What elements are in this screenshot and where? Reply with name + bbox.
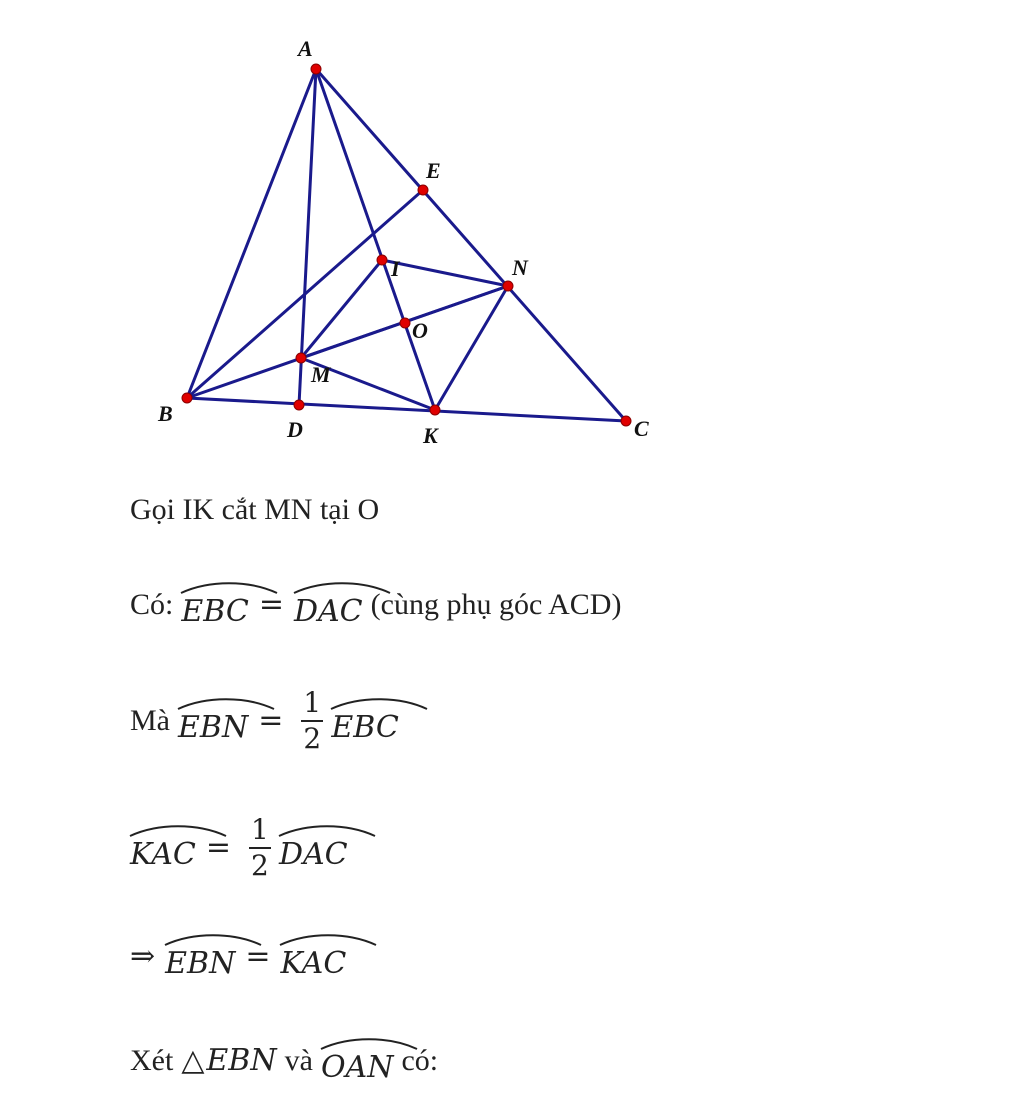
- point-label-c: C: [634, 416, 649, 441]
- point-n: [503, 281, 513, 291]
- text-line-6: [130, 1036, 438, 1086]
- segment-ak: [316, 69, 435, 410]
- angle-hat-icon: [292, 580, 392, 594]
- segment-bc: [187, 398, 626, 421]
- angle-ebn: EBN: [178, 696, 248, 746]
- point-label-m: M: [311, 362, 331, 387]
- point-o: [400, 318, 410, 328]
- equals-sign: =: [258, 703, 284, 738]
- angle-hat-icon: [277, 823, 377, 837]
- text-line-1: [130, 492, 379, 528]
- fraction-denominator: 2: [303, 722, 322, 755]
- segments-layer: [187, 69, 626, 421]
- point-a: [311, 64, 321, 74]
- segment-ab: [187, 69, 316, 398]
- line6-suffix: có:: [401, 1044, 439, 1077]
- angle-hat-icon: [278, 932, 378, 946]
- angle-hat-icon: [163, 932, 263, 946]
- point-label-i: I: [391, 256, 400, 281]
- fraction-one-half: [249, 815, 271, 881]
- fraction-one-half: [301, 688, 323, 754]
- fraction-numerator: 1: [303, 686, 322, 719]
- fraction-numerator: 1: [251, 813, 269, 846]
- angle-hat-icon: [179, 580, 279, 594]
- angle-hat-icon: [128, 823, 228, 837]
- angle-kac: KAC: [130, 823, 196, 873]
- line6-prefix: Xét: [130, 1044, 174, 1077]
- point-label-d: D: [287, 417, 303, 442]
- point-k: [430, 405, 440, 415]
- line2-suffix: (cùng phụ góc ACD): [370, 588, 622, 621]
- text-line-4: [130, 815, 348, 881]
- implies-arrow: ⇒: [130, 939, 156, 974]
- point-e: [418, 185, 428, 195]
- equals-sign: =: [258, 587, 284, 622]
- point-d: [294, 400, 304, 410]
- angle-kac: KAC: [280, 932, 346, 982]
- triangle-name: EBN: [206, 1043, 277, 1078]
- angle-ebc: EBC: [181, 580, 248, 630]
- geometry-figure: [0, 0, 1024, 470]
- fraction-denominator: 2: [251, 849, 269, 882]
- point-i: [377, 255, 387, 265]
- point-label-o: O: [412, 318, 428, 343]
- angle-hat-icon: [176, 696, 276, 710]
- intersection-statement: Gọi IK cắt MN tại O: [130, 493, 380, 526]
- labels-layer: [157, 36, 649, 448]
- line2-prefix: Có:: [130, 588, 174, 621]
- line6-and: và: [284, 1044, 313, 1077]
- point-label-a: A: [298, 36, 313, 61]
- angle-hat-icon: [319, 1036, 419, 1050]
- points-layer: [182, 64, 631, 426]
- point-label-n: N: [512, 255, 528, 280]
- angle-ebc: EBC: [331, 696, 398, 746]
- point-b: [182, 393, 192, 403]
- triangle-symbol: △: [181, 1043, 205, 1078]
- equals-sign: =: [205, 830, 231, 865]
- line3-prefix: Mà: [130, 704, 170, 737]
- angle-dac: DAC: [279, 823, 348, 873]
- segment-nk: [435, 286, 508, 410]
- text-line-3: [130, 688, 399, 754]
- point-c: [621, 416, 631, 426]
- point-label-b: B: [158, 401, 173, 426]
- angle-ebn: EBN: [165, 932, 235, 982]
- angle-dac: DAC: [294, 580, 363, 630]
- angle-oan: OAN: [321, 1036, 394, 1086]
- text-line-5: [130, 932, 346, 982]
- text-line-2: [130, 580, 621, 630]
- point-label-k: K: [423, 423, 438, 448]
- point-label-e: E: [426, 158, 441, 183]
- segment-be: [187, 190, 423, 398]
- angle-hat-icon: [329, 696, 429, 710]
- point-m: [296, 353, 306, 363]
- equals-sign: =: [245, 939, 271, 974]
